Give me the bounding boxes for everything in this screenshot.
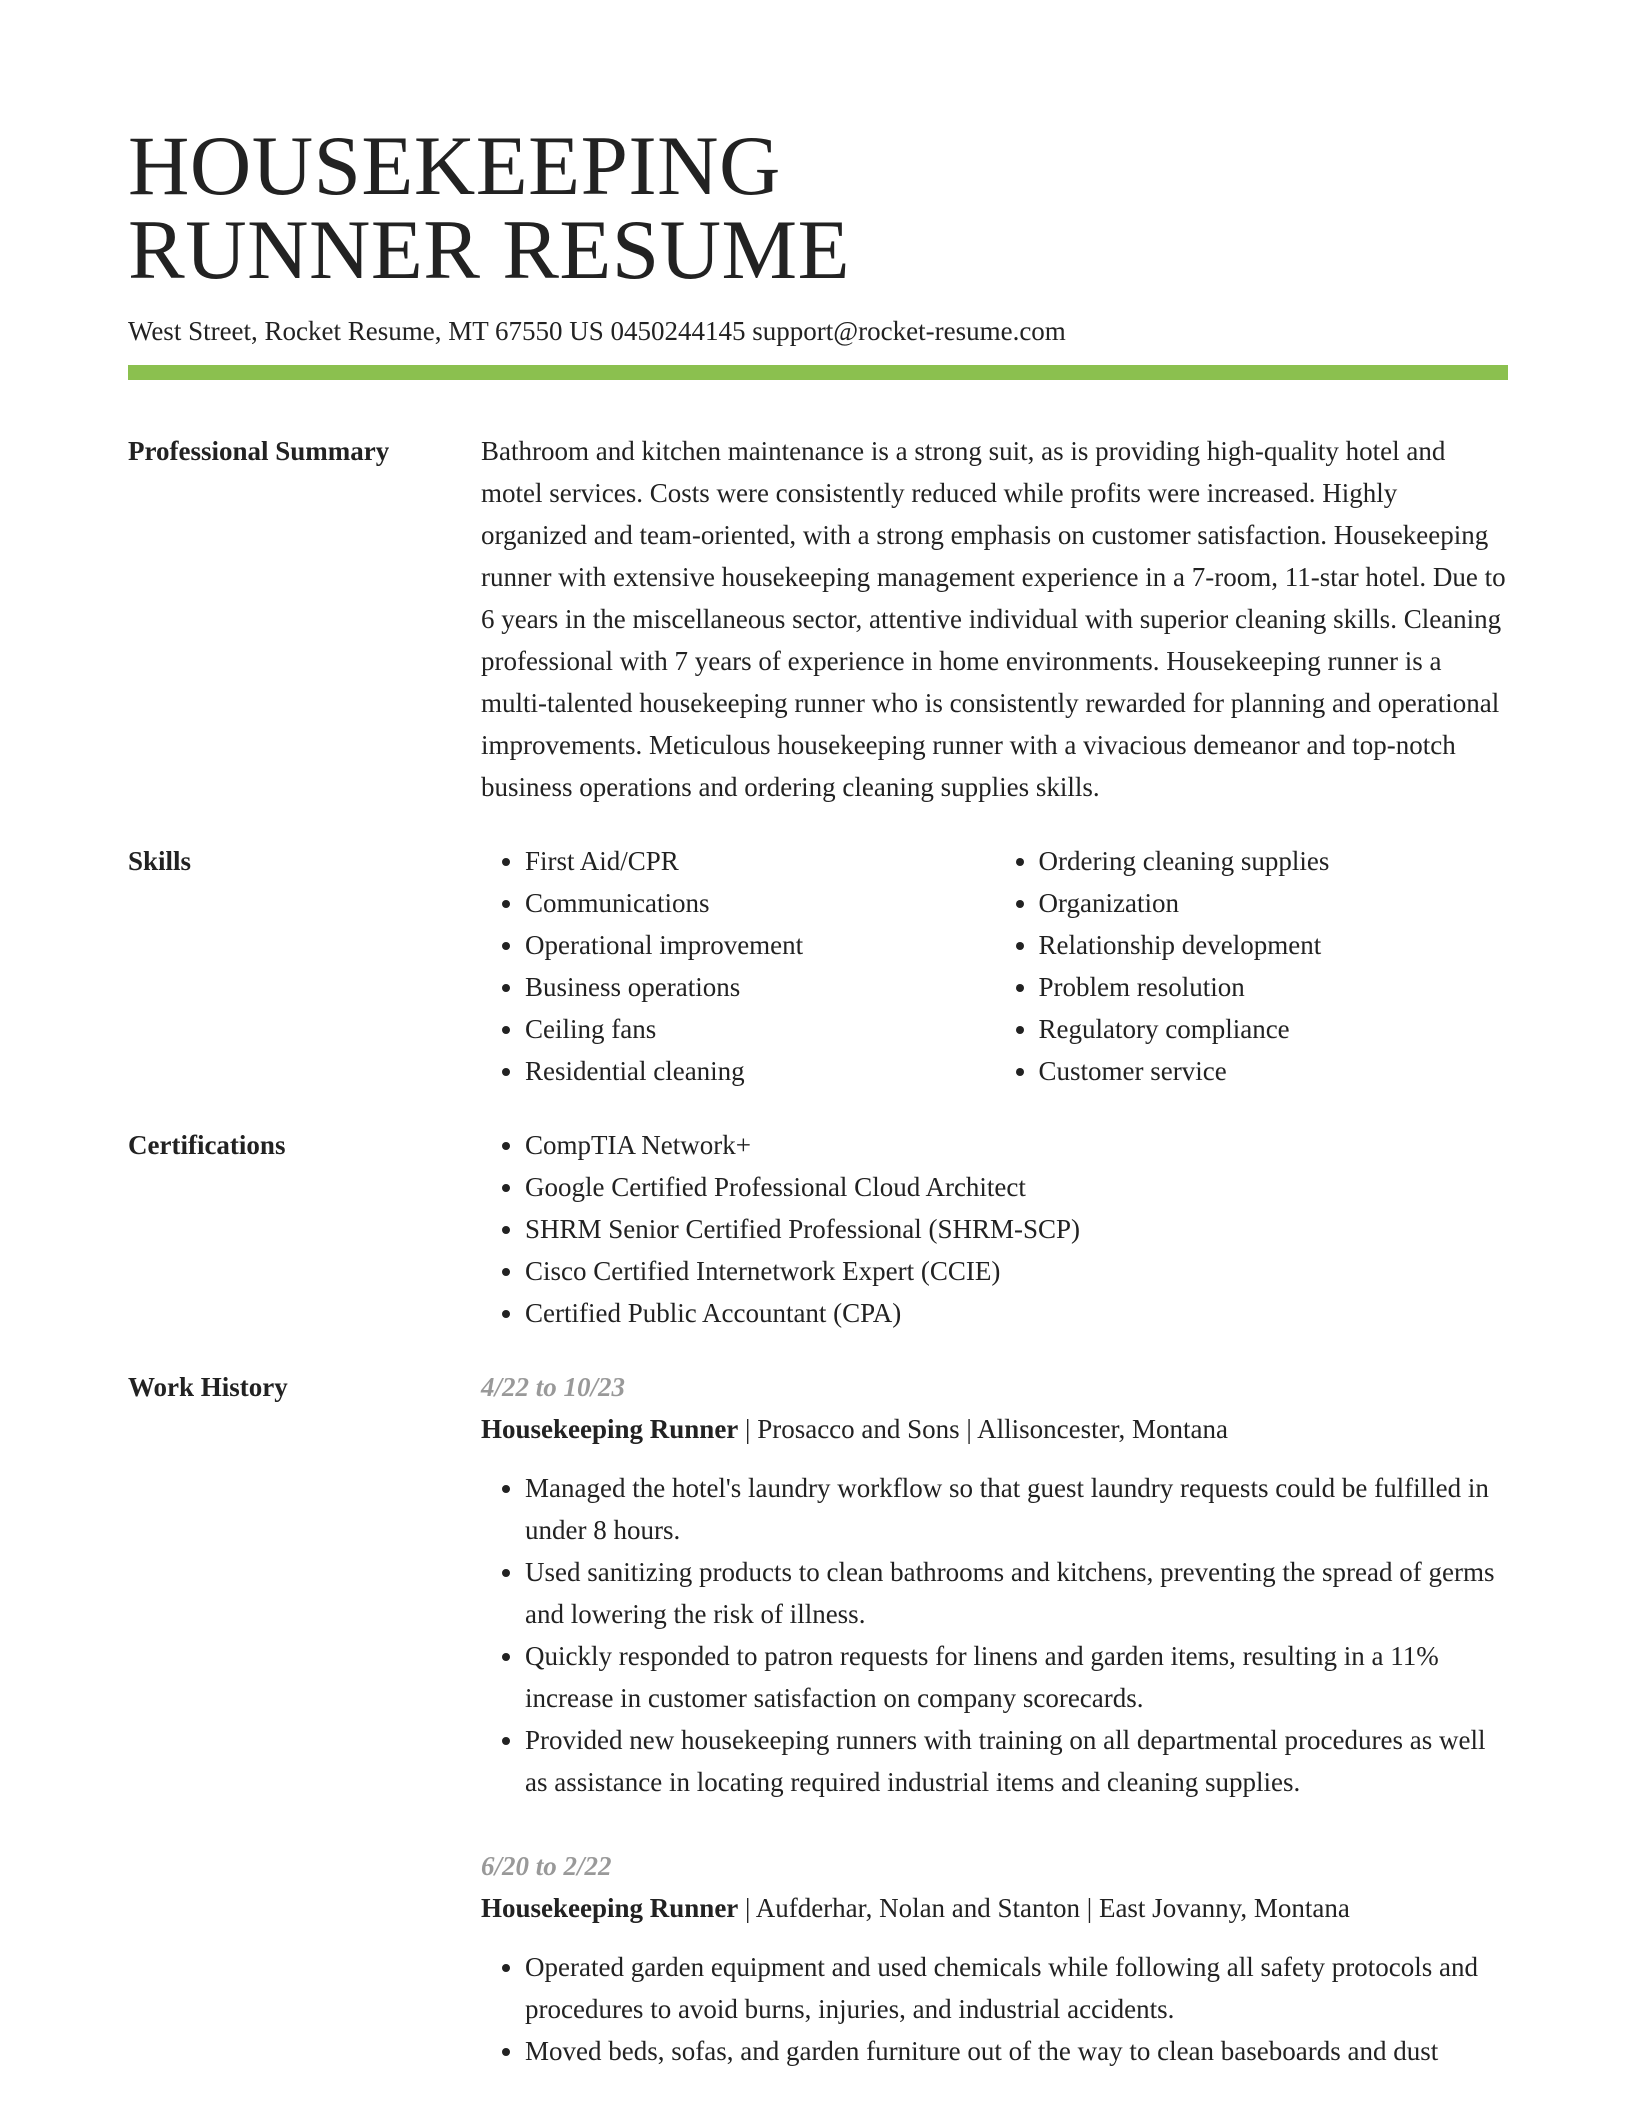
work-history-body bbox=[481, 1366, 1508, 2114]
certification-item: • Cisco Certified Internetwork Expert (CCIE) bbox=[525, 1250, 1508, 1292]
job-bullet: • Quickly responded to patron requests for linens and garden items, resulting in a 11% increase in customer satisfaction on company scorecards. bbox=[525, 1635, 1508, 1719]
job-bullet: • Operated garden equipment and used chemicals while following all safety protocols and procedures to avoid burns, injuries, and industrial accidents. bbox=[525, 1946, 1508, 2030]
job-bullets bbox=[481, 1946, 1508, 2072]
skill-item: • Residential cleaning bbox=[525, 1050, 995, 1092]
certification-item: • Google Certified Professional Cloud Architect bbox=[525, 1166, 1508, 1208]
resume-page bbox=[128, 119, 1508, 2114]
skill-item: • Customer service bbox=[1039, 1050, 1509, 1092]
section-skills bbox=[128, 840, 1508, 1092]
skills-column-2 bbox=[995, 840, 1509, 1092]
skill-item: • Problem resolution bbox=[1039, 966, 1509, 1008]
section-certifications bbox=[128, 1124, 1508, 1334]
certifications-list bbox=[481, 1124, 1508, 1334]
job-bullets bbox=[481, 1467, 1508, 1803]
job-title-line bbox=[481, 1408, 1508, 1450]
section-label-summary: Professional Summary bbox=[128, 436, 390, 466]
title-line-1: HOUSEKEEPING bbox=[128, 119, 781, 213]
skill-item: • Organization bbox=[1039, 882, 1509, 924]
job-bullet: • Provided new housekeeping runners with training on all departmental procedures as well as assistance in locating required industrial items and cleaning supplies. bbox=[525, 1719, 1508, 1803]
title-line-2: RUNNER RESUME bbox=[128, 203, 850, 297]
job-bullet: • Used sanitizing products to clean bathrooms and kitchens, preventing the spread of germs and lowering the risk of illness. bbox=[525, 1551, 1508, 1635]
section-professional-summary bbox=[128, 430, 1508, 808]
contact-line: West Street, Rocket Resume, MT 67550 US 0450244145 support@rocket-resume.com bbox=[128, 316, 1066, 346]
skills-body bbox=[481, 840, 1508, 1092]
job-title: Housekeeping Runner bbox=[481, 1414, 739, 1444]
section-label-work-history: Work History bbox=[128, 1372, 288, 1402]
job-entry bbox=[481, 1845, 1508, 2072]
section-work-history bbox=[128, 1366, 1508, 2114]
summary-text: Bathroom and kitchen maintenance is a strong suit, as is providing high-quality hotel and motel services. Costs were consistently reduced while profits were increased. Highly organized and team-oriented, with a strong emphasis on customer satisfaction. Housekeeping runner with extensive housekeeping management experience in a 7-room, 11-star hotel. Due to 6 years in the miscellaneous sector, attentive individual with superior cleaning skills. Cleaning professional with 7 years of experience in home environments. Housekeeping runner is a multi-talented housekeeping runner who is consistently rewarded for planning and operational improvements. Meticulous housekeeping runner with a vivacious demeanor and top-notch business operations and ordering cleaning supplies skills. bbox=[481, 436, 1506, 802]
certification-item: • SHRM Senior Certified Professional (SHRM-SCP) bbox=[525, 1208, 1508, 1250]
resume-title bbox=[128, 119, 1028, 297]
section-label-certifications: Certifications bbox=[128, 1130, 286, 1160]
skill-item: • Operational improvement bbox=[525, 924, 995, 966]
job-bullet: • Managed the hotel's laundry workflow so that guest laundry requests could be fulfilled in under 8 hours. bbox=[525, 1467, 1508, 1551]
skill-item: • First Aid/CPR bbox=[525, 840, 995, 882]
certifications-body bbox=[481, 1124, 1508, 1334]
skill-item: • Regulatory compliance bbox=[1039, 1008, 1509, 1050]
job-title-line bbox=[481, 1887, 1508, 1929]
job-title: Housekeeping Runner bbox=[481, 1893, 739, 1923]
skills-column-1 bbox=[481, 840, 995, 1092]
skill-item: • Ordering cleaning supplies bbox=[1039, 840, 1509, 882]
summary-body bbox=[481, 430, 1508, 808]
skill-item: • Ceiling fans bbox=[525, 1008, 995, 1050]
job-details: | Aufderhar, Nolan and Stanton | East Jovanny, Montana bbox=[738, 1893, 1350, 1923]
certification-item: • CompTIA Network+ bbox=[525, 1124, 1508, 1166]
job-dates: 4/22 to 10/23 bbox=[481, 1372, 626, 1402]
skill-item: • Communications bbox=[525, 882, 995, 924]
certification-item: • Certified Public Accountant (CPA) bbox=[525, 1292, 1508, 1334]
job-bullet: • Moved beds, sofas, and garden furniture out of the way to clean baseboards and dust bbox=[525, 2030, 1508, 2072]
job-dates: 6/20 to 2/22 bbox=[481, 1851, 612, 1881]
accent-divider bbox=[128, 365, 1508, 380]
job-entry bbox=[481, 1366, 1508, 1803]
section-label-skills: Skills bbox=[128, 846, 192, 876]
skill-item: • Business operations bbox=[525, 966, 995, 1008]
skill-item: • Relationship development bbox=[1039, 924, 1509, 966]
job-details: | Prosacco and Sons | Allisoncester, Montana bbox=[738, 1414, 1228, 1444]
